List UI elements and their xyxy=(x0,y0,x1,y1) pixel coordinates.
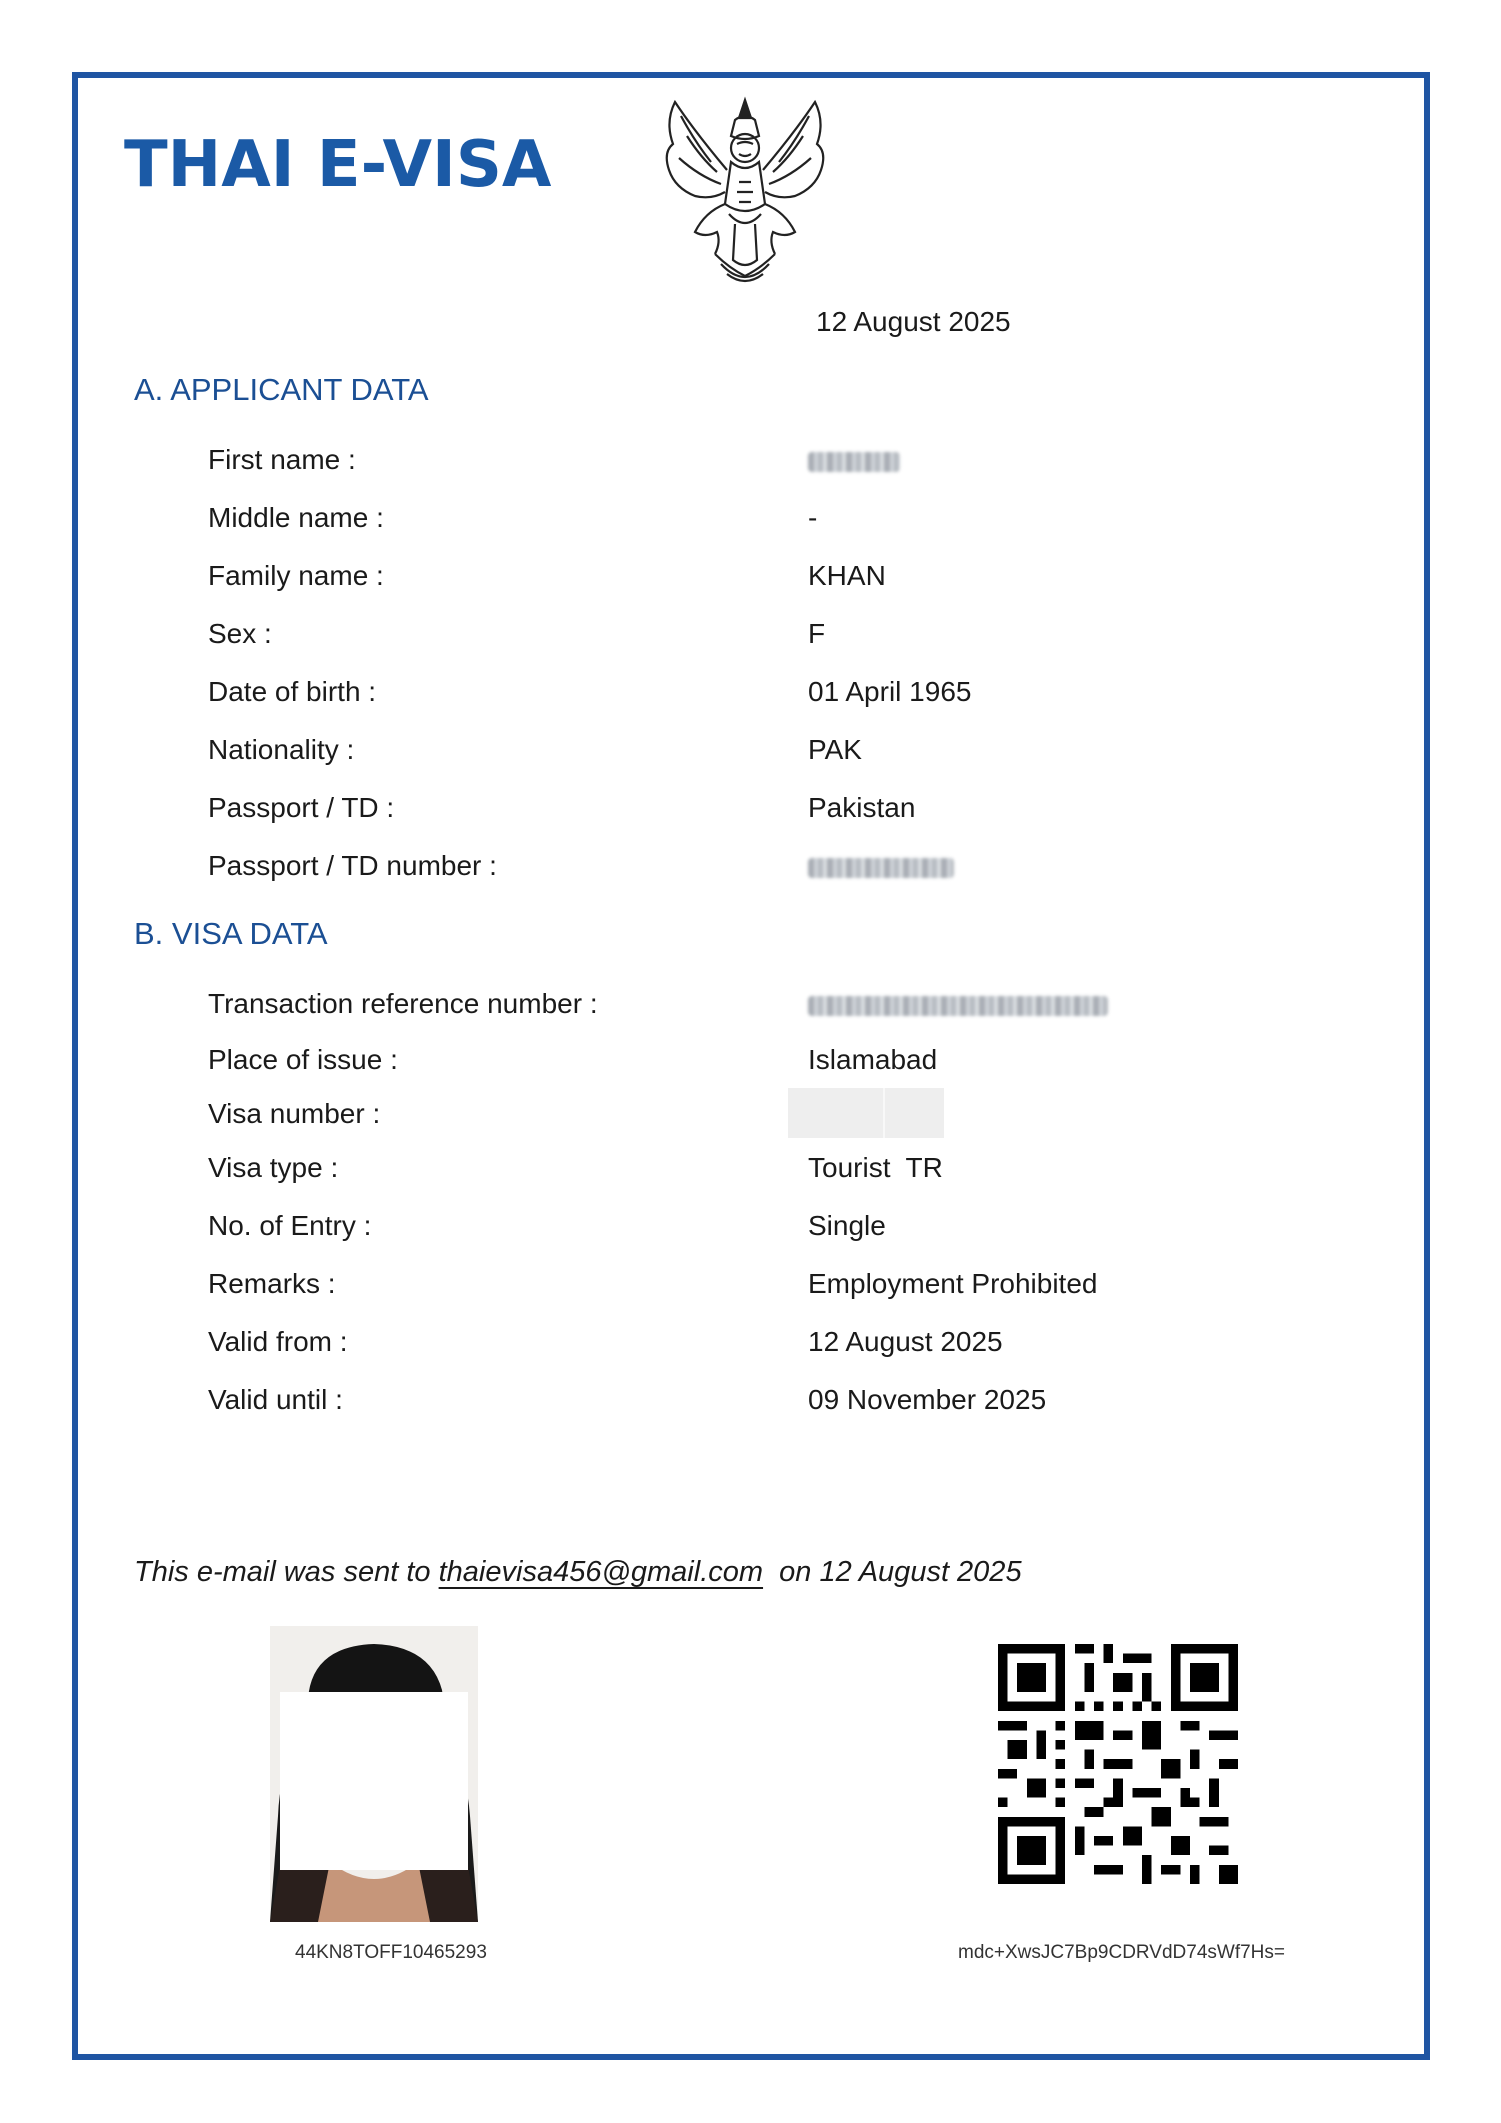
transaction-ref-label: Transaction reference number : xyxy=(208,988,598,1019)
redacted-text xyxy=(808,452,900,472)
visa-number-value xyxy=(788,1098,944,1145)
passport-value: Pakistan xyxy=(808,792,916,823)
visa-number-label: Visa number : xyxy=(208,1098,381,1129)
valid-from-value: 12 August 2025 xyxy=(808,1326,1003,1357)
entries-value: Single xyxy=(808,1210,886,1241)
family-name-value: KHAN xyxy=(808,560,886,591)
transaction-ref-value xyxy=(808,988,1108,1023)
passport-number-row xyxy=(208,850,1208,894)
visa-number-row xyxy=(208,1098,1208,1142)
place-of-issue-label: Place of issue : xyxy=(208,1044,398,1075)
valid-until-value: 09 November 2025 xyxy=(808,1384,1047,1415)
middle-name-row xyxy=(208,502,1208,546)
valid-from-row xyxy=(208,1326,1208,1370)
first-name-value xyxy=(808,444,900,479)
nationality-value: PAK xyxy=(808,734,862,765)
valid-until-row xyxy=(208,1384,1208,1428)
date-of-birth-row xyxy=(208,676,1208,720)
redacted-text xyxy=(808,858,954,878)
sex-label: Sex : xyxy=(208,618,272,649)
remarks-value: Employment Prohibited xyxy=(808,1268,1098,1299)
issue-date: 12 August 2025 xyxy=(816,306,1011,337)
photo-silhouette xyxy=(270,1626,478,1922)
qr-code-string: mdc+XwsJC7Bp9CDRVdD74sWf7Hs= xyxy=(958,1942,1285,1963)
passport-number-value xyxy=(808,850,954,885)
first-name-row xyxy=(208,444,1208,488)
redacted-text xyxy=(808,996,1108,1016)
passport-label: Passport / TD : xyxy=(208,792,395,823)
brand-title: THAI E-VISA xyxy=(124,128,552,202)
photo-code: 44KN8TOFF10465293 xyxy=(295,1942,487,1963)
remarks-label: Remarks : xyxy=(208,1268,336,1299)
visa-type-label: Visa type : xyxy=(208,1152,339,1183)
email-notice xyxy=(134,1556,1022,1589)
garuda-emblem-icon xyxy=(655,92,835,292)
sex-row xyxy=(208,618,1208,662)
first-name-label: First name : xyxy=(208,444,356,475)
entries-row xyxy=(208,1210,1208,1254)
middle-name-label: Middle name : xyxy=(208,502,384,533)
entries-label: No. of Entry : xyxy=(208,1210,372,1241)
sex-value: F xyxy=(808,618,826,649)
applicant-photo xyxy=(270,1626,478,1922)
family-name-row xyxy=(208,560,1208,604)
valid-until-label: Valid until : xyxy=(208,1384,343,1415)
valid-from-label: Valid from : xyxy=(208,1326,348,1357)
place-of-issue-value: Islamabad xyxy=(808,1044,938,1075)
visa-data-heading: B. VISA DATA xyxy=(134,916,328,951)
family-name-label: Family name : xyxy=(208,560,384,591)
applicant-data-heading: A. APPLICANT DATA xyxy=(134,372,429,407)
nationality-label: Nationality : xyxy=(208,734,355,765)
visa-type-row xyxy=(208,1152,1208,1196)
remarks-row xyxy=(208,1268,1208,1312)
notice-email-link[interactable]: thaievisa456@gmail.com xyxy=(438,1556,764,1588)
notice-prefix: This e-mail was sent to xyxy=(134,1556,439,1588)
redacted-box xyxy=(788,1088,944,1138)
nationality-row xyxy=(208,734,1208,778)
passport-row xyxy=(208,792,1208,836)
middle-name-value: - xyxy=(808,502,818,533)
place-of-issue-row xyxy=(208,1044,1208,1088)
passport-number-label: Passport / TD number : xyxy=(208,850,497,881)
date-of-birth-value: 01 April 1965 xyxy=(808,676,972,707)
qr-code-icon xyxy=(998,1644,1238,1884)
notice-suffix: on 12 August 2025 xyxy=(763,1556,1022,1588)
transaction-ref-row xyxy=(208,988,1208,1032)
visa-type-value: Tourist TR xyxy=(808,1152,943,1183)
date-of-birth-label: Date of birth : xyxy=(208,676,377,707)
